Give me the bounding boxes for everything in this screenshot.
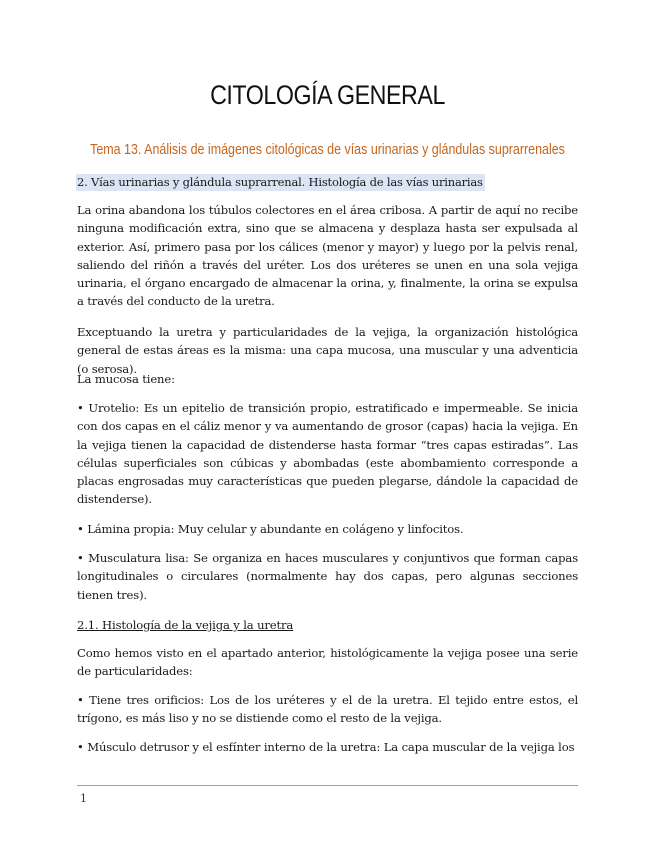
page-number: 1: [80, 792, 87, 805]
bullet-musculatura-lisa: • Musculatura lisa: Se organiza en haces musculares y conjuntivos que forman capas longitudinales o circulares (normalmente hay dos capas, pero algunas secciones tienen tres).: [77, 551, 578, 602]
section-heading: 2. Vías urinarias y glándula suprarrenal. Histología de las vías urinarias: [77, 175, 483, 189]
topic-subtitle: Tema 13. Análisis de imágenes citológicas de vías urinarias y glándulas suprarrenales: [90, 142, 565, 158]
paragraph-vejiga-intro: Como hemos visto en el apartado anterior, histológicamente la vejiga posee una serie de particularidades:: [77, 646, 578, 679]
bullet-tres-orificios: • Tiene tres orificios: Los de los uréteres y el de la uretra. El tejido entre estos, el trígono, es más liso y no se distiende como el resto de la vejiga.: [77, 693, 578, 726]
bullet-lamina-propia: • Lámina propia: Muy celular y abundante en colágeno y linfocitos.: [77, 522, 464, 536]
bullet-urotelio: • Urotelio: Es un epitelio de transición propio, estratificado e impermeable. Se inicia con dos capas en el cáliz menor y va aumentando de grosor (capas) hacia la vejiga. En la vejiga tienen la capacidad de distenderse hasta formar “tres capas estiradas”. Las células superficiales son cúbicas y abombadas (este abombamiento corresponde a placas engrosadas muy características que pueden plegarse, dándole la capacidad de distenderse).: [77, 401, 578, 507]
footer-divider: [77, 785, 578, 786]
document-title: CITOLOGÍA GENERAL: [210, 80, 445, 110]
paragraph-histology-layers: Exceptuando la uretra y particularidades de la vejiga, la organización histológica general de estas áreas es la misma: una capa mucosa, una muscular y una adventicia (o serosa).: [77, 325, 578, 376]
bullet-musculo-detrusor: • Músculo detrusor y el esfínter interno de la uretra: La capa muscular de la vejiga los: [77, 740, 575, 754]
subsection-heading: 2.1. Histología de la vejiga y la uretra: [77, 618, 294, 632]
paragraph-urine-path: La orina abandona los túbulos colectores en el área cribosa. A partir de aquí no recibe ninguna modificación extra, sino que se almacena y desplaza hasta ser expulsada al exterior. Así, primero pasa por los cálices (menor y mayor) y luego por la pelvis renal, saliendo del riñón a través del uréter. Los dos uréteres se unen en una sola vejiga urinaria, el órgano encargado de almacenar la orina, y, finalmente, la orina se expulsa a través del conducto de la uretra.: [77, 203, 578, 309]
paragraph-mucosa-intro: La mucosa tiene:: [77, 372, 175, 386]
